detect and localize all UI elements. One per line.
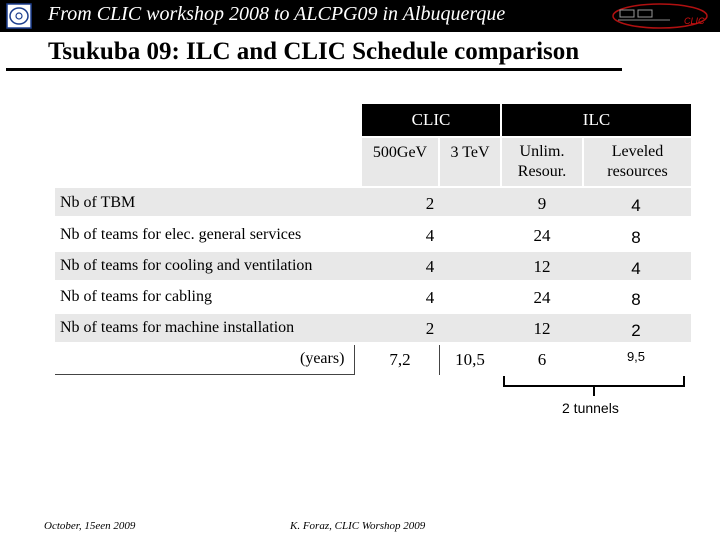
cell-ilc-leveled: 8 (631, 290, 641, 309)
header-3tev: 3 TeV (440, 138, 500, 186)
cell-clic: 4 (425, 257, 435, 276)
row-label: Nb of teams for machine installation (60, 319, 295, 336)
cell-ilc-unlim: 12 (533, 319, 551, 338)
banner-title: From CLIC workshop 2008 to ALCPG09 in Albuquerque (48, 3, 506, 25)
header-clic: CLIC (362, 104, 500, 136)
cell-clic: 4 (425, 288, 435, 307)
title-underline (6, 68, 622, 71)
row-label: Nb of TBM (60, 194, 136, 211)
years-clic-500: 7,2 (389, 350, 411, 369)
years-ilc-leveled: 9,5 (626, 349, 646, 364)
cell-clic: 4 (425, 226, 435, 245)
cell-ilc-unlim: 24 (533, 288, 551, 307)
tunnel-bracket (500, 372, 690, 402)
cell-clic: 2 (425, 319, 435, 338)
top-banner (0, 0, 720, 32)
cell-ilc-leveled: 4 (631, 259, 641, 278)
years-ilc-unlim: 6 (537, 350, 547, 369)
cell-clic: 2 (425, 194, 435, 213)
cell-ilc-unlim: 9 (537, 194, 547, 213)
footer-author: K. Foraz, CLIC Worshop 2009 (290, 520, 426, 532)
table-row (55, 188, 691, 216)
row-label: Nb of teams for cooling and ventilation (60, 257, 313, 274)
header-500gev: 500GeV (362, 138, 438, 186)
years-label: (years) (300, 350, 345, 367)
cell-ilc-unlim: 24 (533, 226, 551, 245)
page-title: Tsukuba 09: ILC and CLIC Schedule comparison (48, 38, 580, 65)
cern-logo-icon (6, 3, 32, 29)
row-label: Nb of teams for cabling (60, 288, 212, 305)
header-leveled-resources: Leveled resources (584, 138, 691, 186)
bracket-note: 2 tunnels (562, 400, 619, 416)
cell-ilc-leveled: 2 (631, 321, 641, 340)
cell-ilc-leveled: 8 (631, 228, 641, 247)
clic-logo-icon (610, 2, 710, 30)
header-unlim-resour: Unlim. Resour. (502, 138, 582, 186)
clic-logo-text: CLIC (684, 16, 705, 26)
header-ilc: ILC (502, 104, 691, 136)
cell-ilc-unlim: 12 (533, 257, 551, 276)
cell-ilc-leveled: 4 (631, 196, 641, 215)
years-clic-3tev: 10,5 (455, 350, 485, 369)
footer-date: October, 15een 2009 (44, 520, 136, 532)
row-label: Nb of teams for elec. general services (60, 226, 302, 243)
